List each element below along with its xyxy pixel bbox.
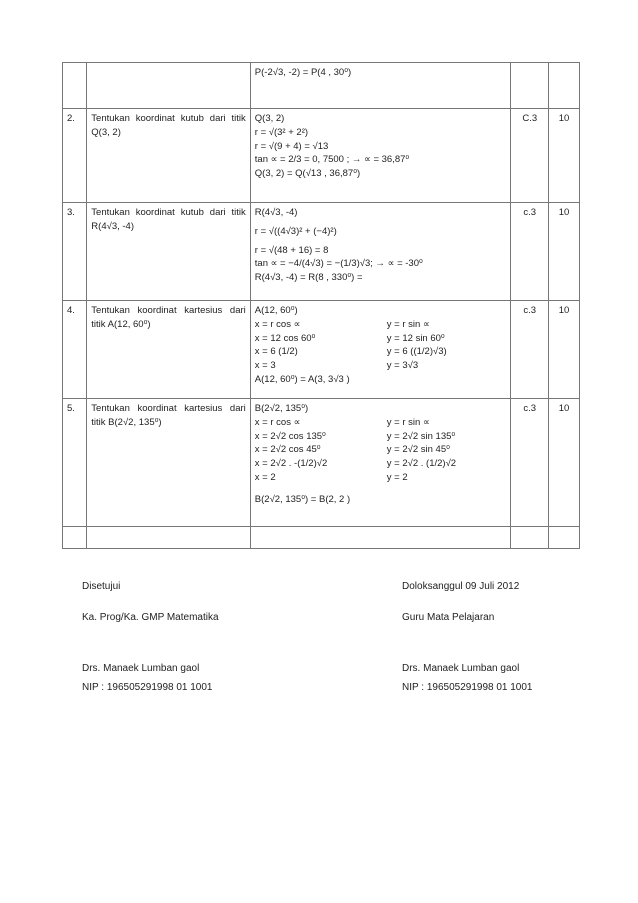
y-line: y = 12 sin 60⁰ bbox=[386, 332, 445, 344]
answer-cell bbox=[250, 109, 511, 203]
x-line: x = 2 bbox=[254, 471, 276, 483]
y-line: y = r sin ∝ bbox=[386, 416, 430, 428]
score-cell bbox=[549, 527, 580, 549]
table-row-empty bbox=[63, 527, 580, 549]
score-cell bbox=[549, 63, 580, 109]
y-line: y = 2 bbox=[386, 471, 408, 483]
left-nip: NIP : 196505291998 01 1001 bbox=[82, 682, 213, 693]
num-cell: 4. bbox=[63, 301, 87, 399]
question-cell: Tentukan koordinat kartesius dari titik B(2√2, 135⁰) bbox=[87, 399, 250, 527]
answer-head: A(12, 60⁰) bbox=[254, 305, 298, 316]
table-row-4 bbox=[63, 301, 580, 399]
question-cell bbox=[87, 63, 250, 109]
y-line: y = r sin ∝ bbox=[386, 318, 430, 330]
code-cell bbox=[511, 63, 549, 109]
x-line: x = 12 cos 60⁰ bbox=[254, 332, 316, 344]
num-cell bbox=[63, 527, 87, 549]
score-cell: 10 bbox=[549, 203, 580, 301]
answer-tail: B(2√2, 135⁰) = B(2, 2 ) bbox=[254, 493, 351, 505]
x-column bbox=[255, 416, 387, 485]
answer-cell bbox=[250, 203, 511, 301]
y-column bbox=[387, 318, 507, 373]
x-column bbox=[255, 318, 387, 373]
answer-cell bbox=[250, 399, 511, 527]
num-cell: 3. bbox=[63, 203, 87, 301]
left-name: Drs. Manaek Lumban gaol bbox=[82, 663, 200, 674]
x-line: x = 3 bbox=[254, 360, 276, 372]
score-cell: 10 bbox=[549, 399, 580, 527]
answer-line: r = √(9 + 4) = √13 bbox=[254, 140, 329, 152]
question-cell: Tentukan koordinat kartesius dari titik A(12, 60⁰) bbox=[87, 301, 250, 399]
left-role: Ka. Prog/Ka. GMP Matematika bbox=[82, 612, 219, 623]
code-cell: c.3 bbox=[511, 399, 549, 527]
answer-line: tan ∝ = −4/(4√3) = −(1/3)√3; → ∝ = -30⁰ bbox=[254, 258, 423, 270]
x-line: x = 2√2 cos 45⁰ bbox=[254, 444, 321, 456]
y-line: y = 2√2 . (1/2)√2 bbox=[386, 458, 457, 470]
answer-cell bbox=[250, 63, 511, 109]
answer-head: B(2√2, 135⁰) bbox=[254, 403, 309, 414]
answer-line: Q(3, 2) = Q(√13 , 36,87⁰) bbox=[254, 168, 361, 180]
score-cell: 10 bbox=[549, 301, 580, 399]
y-column bbox=[387, 416, 507, 485]
code-cell bbox=[511, 527, 549, 549]
answer-cell bbox=[250, 527, 511, 549]
code-cell: c.3 bbox=[511, 203, 549, 301]
answer-line: R(4√3, -4) bbox=[254, 207, 298, 218]
answer-line: r = √((4√3)² + (−4)²) bbox=[254, 225, 337, 237]
approved-label: Disetujui bbox=[82, 581, 121, 592]
answer-line: r = √(48 + 16) = 8 bbox=[254, 244, 329, 256]
answer-key-table bbox=[62, 62, 580, 549]
table-row-2 bbox=[63, 109, 580, 203]
answer-line: Q(3, 2) bbox=[254, 113, 285, 124]
code-cell: c.3 bbox=[511, 301, 549, 399]
right-role: Guru Mata Pelajaran bbox=[402, 612, 495, 623]
right-nip: NIP : 196505291998 01 1001 bbox=[402, 682, 533, 693]
code-cell: C.3 bbox=[511, 109, 549, 203]
score-cell: 10 bbox=[549, 109, 580, 203]
answer-columns bbox=[255, 416, 507, 485]
table-row-continued bbox=[63, 63, 580, 109]
question-cell bbox=[87, 527, 250, 549]
place-date: Doloksanggul 09 Juli 2012 bbox=[402, 581, 520, 592]
answer-line: r = √(3² + 2²) bbox=[254, 126, 309, 138]
table-row-5 bbox=[63, 399, 580, 527]
answer-line: tan ∝ = 2/3 = 0, 7500 ; → ∝ = 36,87⁰ bbox=[254, 154, 410, 166]
answer-cell bbox=[250, 301, 511, 399]
y-line: y = 2√2 sin 45⁰ bbox=[386, 444, 450, 456]
answer-columns bbox=[255, 318, 507, 373]
y-line: y = 3√3 bbox=[386, 360, 419, 372]
x-line: x = r cos ∝ bbox=[254, 416, 301, 428]
question-cell: Tentukan koordinat kutub dari titik R(4√3, -4) bbox=[87, 203, 250, 301]
num-cell: 5. bbox=[63, 399, 87, 527]
num-cell: 2. bbox=[63, 109, 87, 203]
table-row-3 bbox=[63, 203, 580, 301]
right-name: Drs. Manaek Lumban gaol bbox=[402, 663, 520, 674]
x-line: x = r cos ∝ bbox=[254, 318, 301, 330]
x-line: x = 2√2 cos 135⁰ bbox=[254, 430, 326, 442]
answer-line: R(4√3, -4) = R(8 , 330⁰) = bbox=[254, 272, 363, 284]
num-cell bbox=[63, 63, 87, 109]
answer-tail: A(12, 60⁰) = A(3, 3√3 ) bbox=[254, 373, 350, 385]
y-line: y = 6 ((1/2)√3) bbox=[386, 346, 447, 358]
x-line: x = 6 (1/2) bbox=[254, 346, 298, 358]
x-line: x = 2√2 . -(1/2)√2 bbox=[254, 458, 328, 470]
y-line: y = 2√2 sin 135⁰ bbox=[386, 430, 456, 442]
question-cell: Tentukan koordinat kutub dari titik Q(3, 2) bbox=[87, 109, 250, 203]
answer-line: P(-2√3, -2) = P(4 , 30⁰) bbox=[254, 67, 352, 78]
